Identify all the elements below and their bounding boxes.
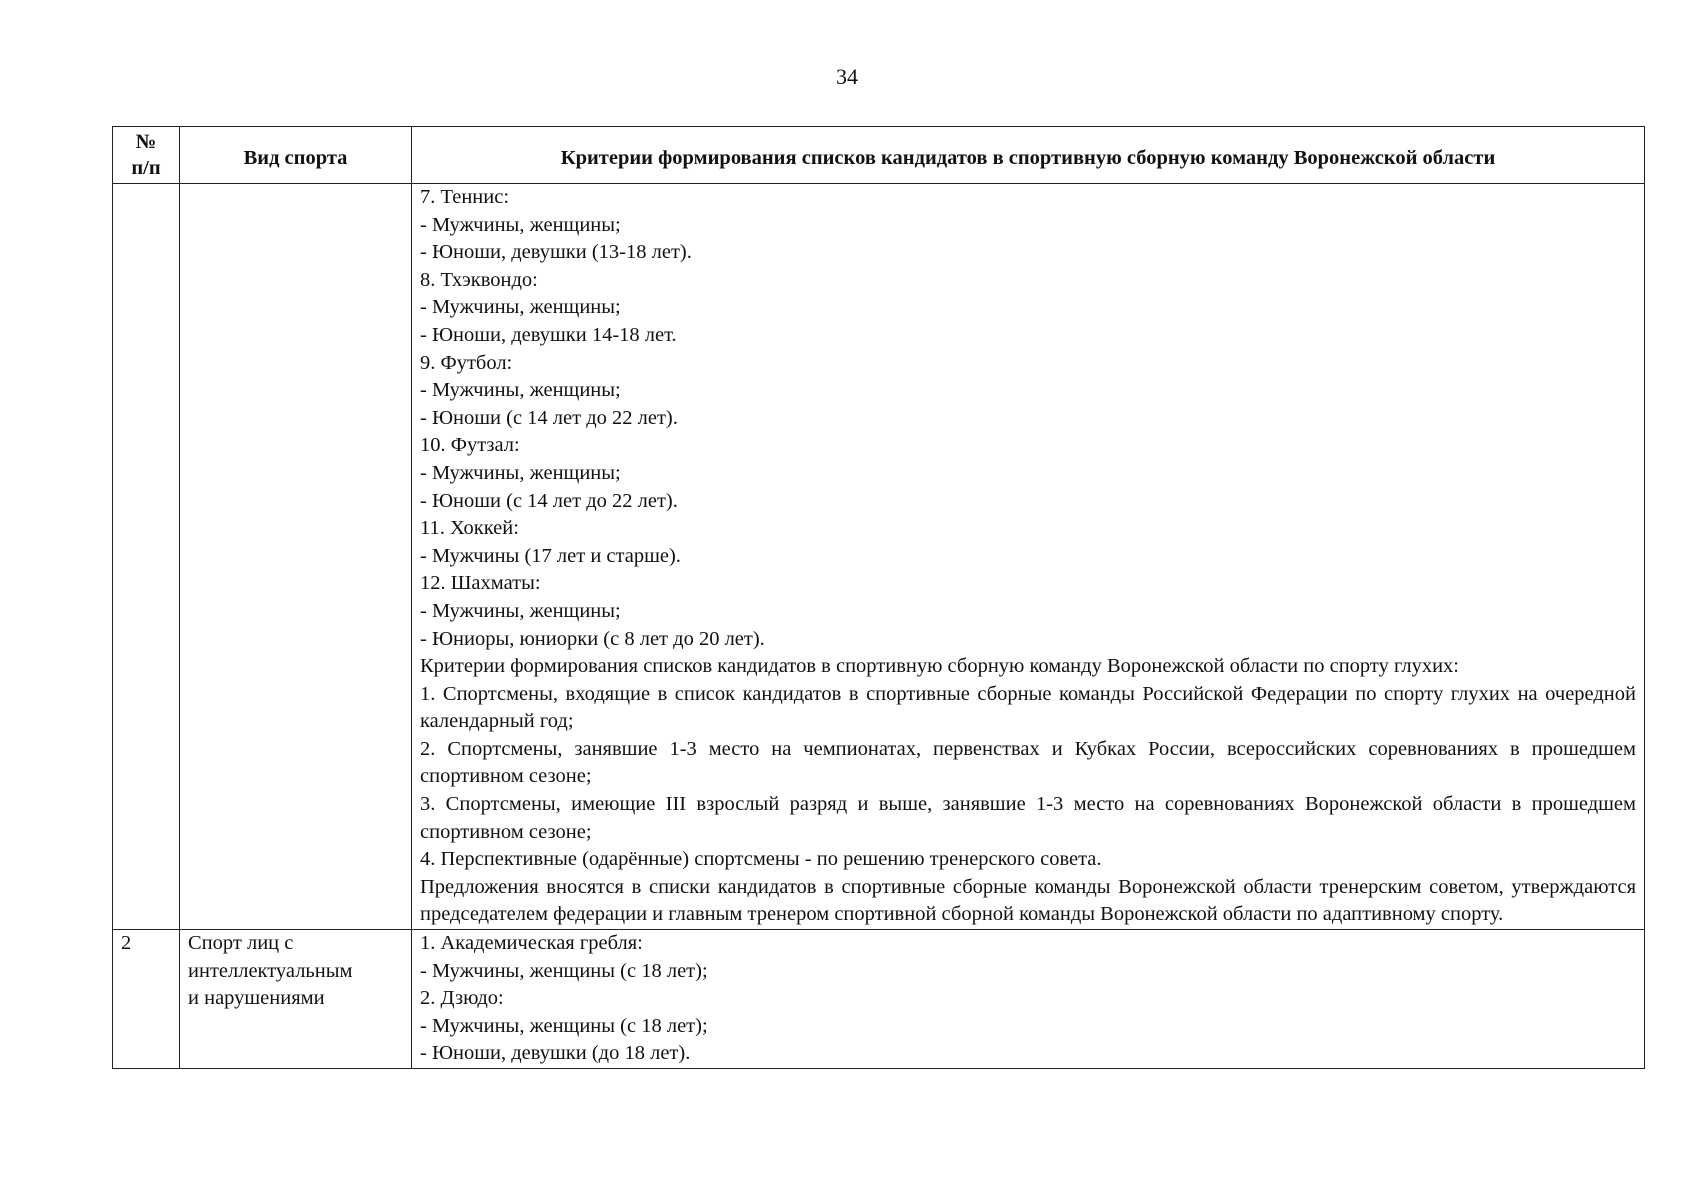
header-number (113, 127, 180, 184)
row-criteria-cell (412, 184, 1645, 930)
criteria-line: - Мужчины (17 лет и старше). (420, 544, 681, 567)
criteria-line: 12. Шахматы: (420, 572, 541, 595)
row-number-cell (113, 184, 180, 930)
table-row (113, 930, 1645, 1069)
criteria-line: - Юноши, девушки 14-18 лет. (420, 323, 677, 346)
criteria-line: - Мужчины, женщины; (420, 379, 621, 402)
header-number-line1: № (135, 131, 157, 153)
criteria-line: - Мужчины, женщины; (420, 213, 621, 236)
header-criteria: Критерии формирования списков кандидатов в спортивную сборную команду Воронежской области (412, 127, 1645, 184)
row-sport-cell (180, 930, 412, 1069)
row-criteria-cell (412, 930, 1645, 1069)
criteria-line: - Юноши, девушки (до 18 лет). (420, 1042, 691, 1065)
criteria-line: - Юноши (с 14 лет до 22 лет). (420, 489, 678, 512)
table-header-row (113, 127, 1645, 184)
criteria-paragraph: 2. Спортсмены, занявшие 1-3 место на чемпионатах, первенствах и Кубках России, всероссийских соревнованиях в прошедшем спортивном сезоне; (420, 737, 1636, 788)
table-row (113, 184, 1645, 930)
sport-line: Спорт лиц с (188, 932, 294, 955)
criteria-line: 7. Теннис: (420, 186, 510, 208)
criteria-line: - Юноши (с 14 лет до 22 лет). (420, 406, 678, 429)
criteria-line: 2. Дзюдо: (420, 987, 504, 1010)
criteria-line: - Мужчины, женщины; (420, 599, 621, 622)
criteria-line: - Мужчины, женщины (с 18 лет); (420, 959, 708, 982)
criteria-line: - Юниоры, юниорки (с 8 лет до 20 лет). (420, 627, 765, 650)
criteria-line: - Мужчины, женщины; (420, 461, 621, 484)
criteria-paragraph: 1. Спортсмены, входящие в список кандидатов в спортивные сборные команды Российской Федерации по спорту глухих на очередной календарный год; (420, 682, 1636, 733)
row-number-cell: 2 (113, 930, 180, 1069)
criteria-line: 9. Футбол: (420, 351, 513, 374)
row-sport-cell (180, 184, 412, 930)
criteria-line: 1. Академическая гребля: (420, 932, 643, 955)
page-number: 34 (836, 64, 858, 89)
header-number-line2: п/п (131, 157, 161, 179)
criteria-paragraph: Критерии формирования списков кандидатов в спортивную сборную команду Воронежской области по спорту глухих: (420, 655, 1459, 678)
criteria-line: - Мужчины, женщины; (420, 296, 621, 319)
sport-line: и нарушениями (188, 987, 325, 1010)
criteria-paragraph: 3. Спортсмены, имеющие III взрослый разряд и выше, занявшие 1-3 место на соревнованиях Воронежской области в прошедшем спортивном сезоне; (420, 793, 1636, 843)
criteria-table (112, 126, 1645, 1069)
criteria-paragraph: 4. Перспективные (одарённые) спортсмены - по решению тренерского совета. (420, 848, 1102, 871)
criteria-line: - Юноши, девушки (13-18 лет). (420, 241, 692, 264)
criteria-line: 11. Хоккей: (420, 517, 519, 540)
criteria-paragraph: Предложения вносятся в списки кандидатов в спортивные сборные команды Воронежской области тренерским советом, утверждаются председателем федерации и главным тренером спортивной сборной команды Воронежской области по адаптивному спорту. (420, 875, 1636, 926)
sport-line: интеллектуальным (188, 959, 353, 982)
criteria-line: 8. Тхэквондо: (420, 268, 538, 291)
header-sport: Вид спорта (180, 127, 412, 184)
criteria-line: 10. Футзал: (420, 434, 520, 457)
criteria-line: - Мужчины, женщины (с 18 лет); (420, 1014, 708, 1037)
